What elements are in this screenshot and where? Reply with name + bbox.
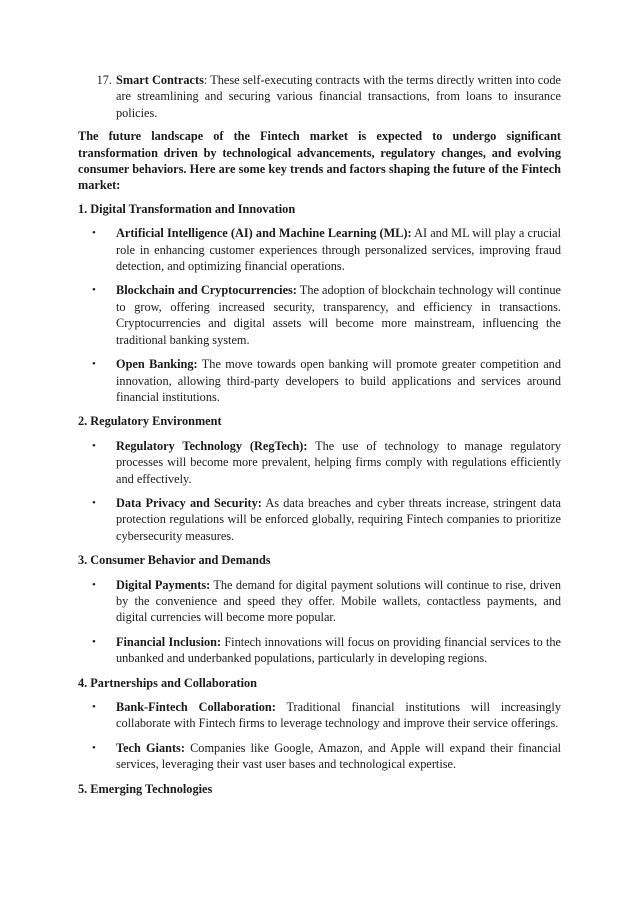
bullet-icon: • (92, 741, 96, 754)
bullet-icon: • (92, 701, 96, 713)
document-page (78, 72, 561, 805)
bullet-text (116, 577, 561, 626)
bullet-text (116, 634, 561, 667)
bullet-icon: • (92, 439, 96, 452)
section-partnerships (78, 675, 561, 773)
bullet-body: The adoption of blockchain technology will continue to grow, offering increased security, transparency, and efficiency in transactions. Cryptocurrencies and digital assets will become more mainstream, influencing the traditional banking system. (116, 283, 561, 347)
bullet-text (116, 740, 561, 773)
bullet-text (116, 699, 561, 732)
bullet-title: Open Banking: (116, 357, 198, 372)
bullet-body: The demand for digital payment solutions will continue to rise, driven by the convenience and speed they offer. Mobile wallets, contactless payments, and digital currencies will become more popular. (116, 577, 562, 625)
section-heading: 4. Partnerships and Collaboration (78, 675, 258, 690)
list-item-text (116, 72, 561, 121)
bullet-title: Blockchain and Cryptocurrencies: (116, 283, 297, 298)
bullet-text (116, 438, 561, 487)
list-item (78, 495, 561, 544)
bullet-body: As data breaches and cyber threats increase, stringent data protection regulations will be enforced globally, requiring Fintech companies to prioritize cybersecurity measures. (116, 495, 561, 543)
bullet-text (116, 356, 561, 405)
bullet-icon: • (92, 578, 96, 591)
bullet-body: Traditional financial institutions will increasingly collaborate with Fintech firms to leverage technology and improve their service offerings. (116, 700, 562, 731)
section-emerging-technologies (78, 781, 561, 797)
section-heading: 2. Regulatory Environment (78, 414, 222, 429)
bullet-title: Data Privacy and Security: (116, 495, 262, 510)
list-item (78, 699, 561, 732)
list-item (78, 438, 561, 487)
bullet-title: Bank-Fintech Collaboration: (116, 700, 276, 714)
bullet-text (116, 225, 561, 274)
bullet-list (78, 225, 561, 405)
numbered-item-smart-contracts (78, 72, 561, 121)
bullet-icon: • (92, 284, 96, 297)
section-digital-transformation (78, 201, 561, 405)
section-consumer-behavior (78, 552, 561, 666)
list-number: 17. (96, 73, 112, 87)
bullet-body: Fintech innovations will focus on providing financial services to the unbanked and underbanked populations, particularly in developing regions. (116, 634, 561, 666)
bullet-icon: • (92, 635, 96, 648)
list-item-title: Smart Contracts (116, 73, 204, 87)
bullet-title: Tech Giants: (116, 740, 185, 755)
bullet-body: The move towards open banking will promote greater competition and innovation, allowing third-party developers to build applications and services around financial institutions. (116, 357, 561, 404)
bullet-title: Digital Payments: (116, 577, 211, 592)
bullet-title: Financial Inclusion: (116, 634, 222, 649)
bullet-icon: • (92, 358, 96, 371)
bullet-list (78, 699, 561, 773)
list-item (78, 740, 561, 773)
bullet-body: AI and ML will play a crucial role in enhancing customer experiences through personalized services, improving fraud detection, and optimizing financial operations. (116, 226, 561, 274)
list-item (78, 634, 561, 667)
bullet-body: The use of technology to manage regulatory processes will become more prevalent, helping firms comply with regulations efficiently and effectively. (116, 438, 561, 486)
list-item-body: : These self-executing contracts with the terms directly written into code are streamlining and securing various financial transactions, from loans to insurance policies. (116, 73, 561, 120)
section-heading: 5. Emerging Technologies (78, 781, 213, 796)
intro-paragraph: The future landscape of the Fintech market is expected to undergo significant transformation driven by technological advancements, regulatory changes, and evolving consumer behaviors. Here are some key trends and factors shaping the future of the Fintech market: (78, 129, 561, 193)
bullet-body: Companies like Google, Amazon, and Apple will expand their financial services, leveraging their vast user bases and technological expertise. (116, 740, 561, 772)
bullet-title: Regulatory Technology (RegTech): (116, 438, 308, 453)
bullet-text (116, 282, 561, 348)
list-item (78, 282, 561, 348)
section-regulatory-environment (78, 413, 561, 544)
section-heading: 3. Consumer Behavior and Demands (78, 553, 271, 568)
section-heading: 1. Digital Transformation and Innovation (78, 201, 296, 216)
list-item (78, 225, 561, 274)
bullet-icon: • (92, 227, 96, 240)
bullet-list (78, 577, 561, 667)
bullet-list (78, 438, 561, 544)
bullet-icon: • (92, 496, 96, 509)
bullet-title: Artificial Intelligence (AI) and Machine Learning (ML): (116, 226, 412, 241)
list-item (78, 356, 561, 405)
list-item (78, 577, 561, 626)
bullet-text (116, 495, 561, 544)
